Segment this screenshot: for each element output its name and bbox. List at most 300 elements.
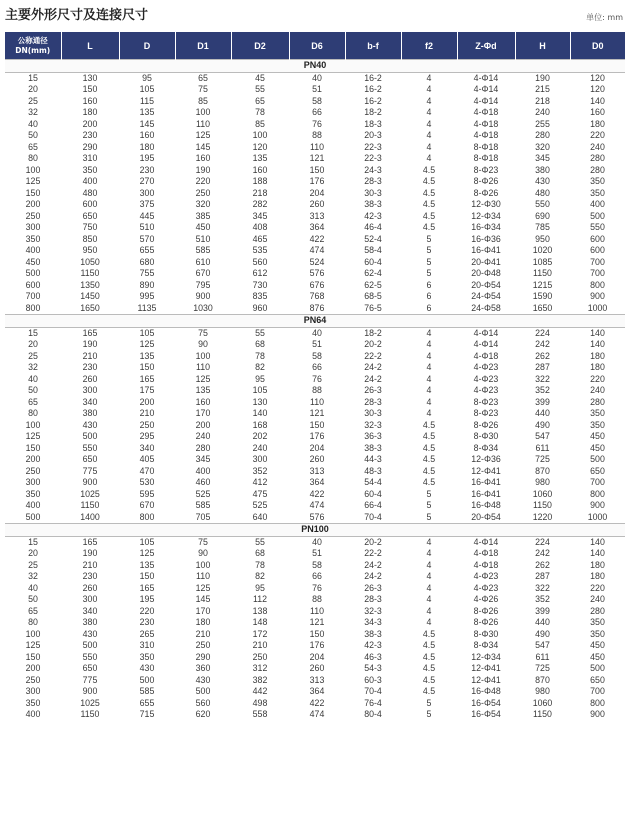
- cell-d1: 200: [175, 420, 231, 432]
- cell-b-f: 18-3: [345, 119, 401, 131]
- cell-f2: 4: [401, 96, 457, 108]
- cell-f2: 4.5: [401, 420, 457, 432]
- cell-d1: 320: [195, 199, 211, 209]
- cell-d1: 900: [195, 291, 211, 301]
- cell-d6: 524: [289, 257, 345, 269]
- cell-d: 350: [119, 652, 175, 664]
- cell-l: 1400: [61, 512, 119, 524]
- cell-d1: 160: [175, 397, 231, 409]
- cell-d0: 220: [570, 583, 625, 595]
- cell-f2: 4.5: [422, 477, 436, 487]
- table-row: [5, 257, 625, 269]
- cell-d0: 140: [570, 96, 625, 108]
- cell-dn: 80: [28, 408, 38, 418]
- cell-d: 200: [119, 397, 175, 409]
- cell-d2: 835: [252, 291, 268, 301]
- table-row: [5, 698, 625, 710]
- cell-f2: 4.5: [401, 211, 457, 223]
- cell-d6: 204: [289, 188, 345, 200]
- cell-d6: 110: [289, 606, 345, 618]
- cell-d2: 465: [231, 234, 289, 246]
- cell-l: 350: [61, 165, 119, 177]
- cell-d0: 1000: [570, 303, 625, 315]
- cell-d0: 700: [590, 686, 605, 696]
- cell-d0: 220: [590, 130, 605, 140]
- cell-d6: 474: [309, 709, 325, 719]
- cell-d2: 78: [231, 351, 289, 363]
- cell-h: 480: [515, 188, 570, 200]
- cell-dn: 150: [5, 443, 61, 455]
- cell-f2: 4.5: [422, 222, 436, 232]
- table-row: [5, 385, 625, 397]
- table-row: [5, 96, 625, 108]
- header-z-d: Z-Φd: [457, 32, 515, 60]
- cell-d2: 345: [231, 211, 289, 223]
- section-label: PN64: [5, 315, 625, 328]
- table-row: [5, 165, 625, 177]
- cell-d1: 100: [175, 351, 231, 363]
- cell-dn: 25: [5, 96, 61, 108]
- cell-l: 430: [61, 420, 119, 432]
- table-row: [5, 454, 625, 466]
- cell-d6: 40: [289, 72, 345, 84]
- cell-d2: 282: [252, 199, 268, 209]
- cell-d: 195: [139, 153, 155, 163]
- cell-z-d: 16-Φ54: [471, 709, 501, 719]
- cell-l: 1350: [61, 280, 119, 292]
- cell-d2: 960: [231, 303, 289, 315]
- cell-d6: 313: [289, 675, 345, 687]
- table-row: [5, 245, 625, 257]
- cell-b-f: 24-2: [345, 374, 401, 386]
- cell-d: 270: [139, 176, 155, 186]
- table-row: [5, 652, 625, 664]
- cell-b-f: 22-3: [345, 142, 401, 154]
- cell-b-f: 46-3: [345, 652, 401, 664]
- cell-z-d: 8-Φ23: [457, 397, 515, 409]
- cell-d: 150: [139, 362, 155, 372]
- cell-b-f: 34-3: [364, 617, 382, 627]
- cell-z-d: 4-Φ14: [473, 339, 499, 349]
- cell-d0: 800: [570, 280, 625, 292]
- cell-l: 900: [82, 686, 98, 696]
- header-d2: D2: [231, 32, 289, 60]
- cell-dn: 100: [5, 629, 61, 641]
- cell-d: 800: [119, 512, 175, 524]
- cell-b-f: 42-3: [364, 640, 382, 650]
- table-row: [5, 617, 625, 629]
- cell-d2: 188: [252, 176, 268, 186]
- cell-d1: 100: [195, 107, 211, 117]
- cell-d: 755: [139, 268, 155, 278]
- cell-d6: 204: [289, 443, 345, 455]
- cell-f2: 5: [426, 245, 432, 255]
- cell-b-f: 48-3: [345, 466, 401, 478]
- cell-h: 980: [535, 477, 550, 487]
- cell-h: 1150: [533, 500, 552, 510]
- cell-z-d: 24-Φ58: [457, 303, 515, 315]
- cell-f2: 4: [401, 606, 457, 618]
- cell-z-d: 8-Φ26: [457, 188, 515, 200]
- cell-l: 1025: [61, 489, 119, 501]
- cell-d6: 313: [289, 211, 345, 223]
- cell-d0: 140: [590, 548, 605, 558]
- cell-d1: 525: [175, 489, 231, 501]
- cell-d1: 65: [175, 72, 231, 84]
- cell-b-f: 68-5: [364, 291, 382, 301]
- cell-d0: 140: [570, 536, 625, 548]
- cell-f2: 4.5: [422, 431, 436, 441]
- cell-d2: 250: [231, 652, 289, 664]
- cell-d6: 40: [289, 327, 345, 339]
- cell-f2: 4: [401, 536, 457, 548]
- cell-f2: 4: [426, 339, 432, 349]
- cell-dn: 400: [25, 709, 41, 719]
- cell-d0: 180: [570, 351, 625, 363]
- cell-dn: 15: [5, 536, 61, 548]
- cell-d2: 82: [255, 571, 265, 581]
- cell-z-d: 8-Φ18: [473, 153, 499, 163]
- cell-d0: 350: [590, 408, 605, 418]
- cell-z-d: 12-Φ30: [471, 199, 501, 209]
- cell-b-f: 16-2: [364, 84, 382, 94]
- cell-b-f: 54-3: [364, 663, 382, 673]
- cell-d2: 78: [255, 107, 265, 117]
- cell-d2: 300: [252, 454, 268, 464]
- cell-h: 440: [535, 617, 550, 627]
- cell-h: 255: [515, 119, 570, 131]
- cell-z-d: 4-Φ18: [457, 351, 515, 363]
- table-row: [5, 234, 625, 246]
- cell-d2: 55: [255, 84, 265, 94]
- table-row: [5, 466, 625, 478]
- cell-d: 95: [119, 72, 175, 84]
- cell-dn: 300: [25, 686, 41, 696]
- cell-d1: 450: [195, 222, 211, 232]
- cell-z-d: 8-Φ26: [473, 176, 499, 186]
- cell-b-f: 38-3: [345, 443, 401, 455]
- table-row: [5, 268, 625, 280]
- cell-z-d: 4-Φ18: [457, 119, 515, 131]
- cell-h: 224: [515, 327, 570, 339]
- table-row: [5, 211, 625, 223]
- cell-h: 980: [535, 686, 550, 696]
- cell-b-f: 26-3: [364, 385, 382, 395]
- cell-d6: 364: [309, 222, 325, 232]
- table-row: [5, 606, 625, 618]
- table-row: [5, 72, 625, 84]
- cell-b-f: 32-3: [345, 420, 401, 432]
- cell-b-f: 70-4: [364, 686, 382, 696]
- cell-z-d: 4-Φ18: [473, 130, 499, 140]
- cell-b-f: 28-3: [345, 397, 401, 409]
- cell-d2: 82: [255, 362, 265, 372]
- cell-d: 220: [119, 606, 175, 618]
- cell-dn: 50: [28, 594, 38, 604]
- cell-d: 570: [119, 234, 175, 246]
- cell-d2: 130: [231, 397, 289, 409]
- table-row: [5, 500, 625, 512]
- cell-d: 405: [139, 454, 155, 464]
- cell-d2: 78: [231, 560, 289, 572]
- cell-dn: 700: [25, 291, 41, 301]
- cell-d2: 730: [231, 280, 289, 292]
- cell-d: 470: [119, 466, 175, 478]
- cell-f2: 5: [401, 698, 457, 710]
- cell-d0: 180: [570, 119, 625, 131]
- cell-z-d: 12-Φ41: [457, 675, 515, 687]
- cell-z-d: 4-Φ23: [473, 362, 499, 372]
- cell-b-f: 52-4: [345, 234, 401, 246]
- cell-h: 870: [515, 675, 570, 687]
- cell-f2: 5: [401, 512, 457, 524]
- cell-d6: 58: [289, 351, 345, 363]
- table-row: [5, 142, 625, 154]
- cell-f2: 4: [426, 594, 432, 604]
- section-row: [5, 315, 625, 328]
- table-row: [5, 709, 625, 721]
- cell-d2: 202: [252, 431, 268, 441]
- cell-f2: 4.5: [401, 443, 457, 455]
- cell-z-d: 8-Φ34: [457, 443, 515, 455]
- cell-d6: 51: [312, 84, 322, 94]
- cell-d1: 170: [175, 606, 231, 618]
- cell-f2: 4: [401, 560, 457, 572]
- cell-d2: 135: [252, 153, 268, 163]
- cell-dn: 200: [25, 454, 41, 464]
- cell-dn: 50: [28, 385, 38, 395]
- cell-d2: 498: [231, 698, 289, 710]
- cell-b-f: 20-3: [364, 130, 382, 140]
- cell-f2: 4: [426, 571, 432, 581]
- cell-b-f: 66-4: [364, 500, 382, 510]
- cell-d0: 500: [590, 663, 605, 673]
- cell-b-f: 24-3: [345, 165, 401, 177]
- cell-h: 262: [515, 351, 570, 363]
- cell-h: 287: [535, 362, 550, 372]
- cell-d0: 140: [590, 339, 605, 349]
- cell-d0: 400: [590, 199, 605, 209]
- cell-d0: 120: [570, 72, 625, 84]
- cell-d2: 95: [231, 374, 289, 386]
- header-h: H: [515, 32, 570, 60]
- cell-d6: 150: [289, 629, 345, 641]
- cell-d0: 1000: [570, 512, 625, 524]
- cell-d2: 412: [252, 477, 268, 487]
- cell-d1: 75: [175, 536, 231, 548]
- cell-d6: 313: [289, 466, 345, 478]
- cell-d6: 474: [309, 245, 325, 255]
- table-row: [5, 153, 625, 165]
- cell-h: 490: [515, 420, 570, 432]
- cell-d1: 430: [175, 675, 231, 687]
- cell-d0: 450: [570, 443, 625, 455]
- cell-d6: 88: [312, 130, 322, 140]
- section-row: [5, 524, 625, 537]
- cell-d1: 400: [175, 466, 231, 478]
- cell-dn: 65: [5, 397, 61, 409]
- cell-d6: 260: [309, 663, 325, 673]
- cell-l: 750: [82, 222, 98, 232]
- cell-d0: 600: [590, 245, 605, 255]
- cell-d2: 138: [231, 606, 289, 618]
- table-row: [5, 339, 625, 351]
- cell-h: 785: [535, 222, 550, 232]
- cell-h: 190: [515, 72, 570, 84]
- cell-dn: 500: [5, 512, 61, 524]
- table-row: [5, 374, 625, 386]
- cell-b-f: 44-3: [364, 454, 382, 464]
- cell-z-d: 8-Φ34: [473, 640, 499, 650]
- cell-l: 130: [61, 72, 119, 84]
- cell-z-d: 12-Φ41: [457, 466, 515, 478]
- cell-d1: 190: [175, 165, 231, 177]
- cell-h: 224: [515, 536, 570, 548]
- cell-d2: 68: [255, 548, 265, 558]
- cell-z-d: 16-Φ41: [457, 489, 515, 501]
- cell-l: 165: [61, 327, 119, 339]
- cell-d2: 65: [231, 96, 289, 108]
- table-row: [5, 222, 625, 234]
- cell-h: 352: [535, 594, 550, 604]
- cell-d1: 610: [175, 257, 231, 269]
- cell-d6: 66: [312, 107, 322, 117]
- cell-f2: 4: [401, 119, 457, 131]
- cell-d6: 76: [289, 119, 345, 131]
- cell-d6: 66: [312, 362, 322, 372]
- cell-dn: 350: [5, 698, 61, 710]
- cell-f2: 4: [426, 548, 432, 558]
- cell-d6: 150: [289, 165, 345, 177]
- cell-z-d: 20-Φ41: [457, 257, 515, 269]
- cell-d1: 100: [175, 560, 231, 572]
- cell-h: 345: [535, 153, 550, 163]
- cell-d0: 350: [570, 629, 625, 641]
- table-row: [5, 420, 625, 432]
- cell-d6: 58: [289, 96, 345, 108]
- header-dn: [5, 32, 61, 60]
- cell-dn: 350: [5, 489, 61, 501]
- cell-f2: 4: [426, 107, 432, 117]
- cell-dn: 125: [25, 640, 41, 650]
- cell-d1: 1030: [175, 303, 231, 315]
- cell-d2: 210: [252, 640, 268, 650]
- cell-d6: 768: [309, 291, 325, 301]
- table-row: [5, 675, 625, 687]
- cell-d: 510: [139, 222, 155, 232]
- cell-d6: 88: [312, 385, 322, 395]
- cell-d1: 620: [195, 709, 211, 719]
- cell-dn: 32: [28, 107, 38, 117]
- cell-d1: 75: [175, 327, 231, 339]
- cell-h: 490: [515, 629, 570, 641]
- cell-d6: 176: [309, 176, 325, 186]
- cell-f2: 4.5: [401, 466, 457, 478]
- cell-d0: 450: [590, 431, 605, 441]
- cell-h: 1220: [515, 512, 570, 524]
- cell-d1: 705: [175, 512, 231, 524]
- cell-f2: 4: [401, 397, 457, 409]
- cell-d0: 180: [590, 571, 605, 581]
- cell-h: 1650: [515, 303, 570, 315]
- cell-l: 340: [61, 606, 119, 618]
- cell-d: 995: [139, 291, 155, 301]
- cell-l: 290: [61, 142, 119, 154]
- cell-d1: 125: [195, 130, 211, 140]
- table-row: [5, 686, 625, 698]
- cell-dn: 450: [5, 257, 61, 269]
- cell-dn: 40: [5, 374, 61, 386]
- cell-d: 105: [119, 327, 175, 339]
- cell-z-d: 4-Φ18: [457, 560, 515, 572]
- cell-d1: 585: [195, 500, 211, 510]
- cell-dn: 300: [25, 222, 41, 232]
- cell-b-f: 22-2: [364, 548, 382, 558]
- cell-z-d: 8-Φ23: [457, 165, 515, 177]
- cell-d6: 51: [312, 339, 322, 349]
- cell-d1: 385: [175, 211, 231, 223]
- cell-b-f: 16-2: [345, 72, 401, 84]
- cell-d: 165: [119, 374, 175, 386]
- cell-l: 260: [61, 374, 119, 386]
- cell-f2: 5: [426, 268, 432, 278]
- cell-f2: 4.5: [422, 686, 436, 696]
- cell-dn: 200: [25, 199, 41, 209]
- cell-h: 280: [535, 130, 550, 140]
- cell-d6: 76: [289, 374, 345, 386]
- cell-dn: 400: [25, 245, 41, 255]
- cell-f2: 4.5: [401, 652, 457, 664]
- cell-d0: 180: [570, 560, 625, 572]
- cell-f2: 4: [401, 583, 457, 595]
- cell-d0: 900: [590, 500, 605, 510]
- cell-z-d: 4-Φ23: [457, 374, 515, 386]
- cell-d2: 68: [255, 339, 265, 349]
- cell-z-d: 12-Φ36: [471, 454, 501, 464]
- cell-z-d: 8-Φ23: [473, 408, 499, 418]
- cell-f2: 4.5: [401, 188, 457, 200]
- cell-f2: 4: [401, 327, 457, 339]
- cell-d0: 800: [570, 698, 625, 710]
- cell-d0: 240: [570, 142, 625, 154]
- cell-d1: 90: [198, 548, 208, 558]
- cell-d: 295: [139, 431, 155, 441]
- cell-h: 215: [535, 84, 550, 94]
- cell-z-d: 4-Φ14: [457, 536, 515, 548]
- cell-l: 340: [61, 397, 119, 409]
- cell-l: 300: [82, 594, 98, 604]
- cell-l: 160: [61, 96, 119, 108]
- table-row: [5, 84, 625, 96]
- cell-d0: 350: [570, 188, 625, 200]
- cell-d0: 700: [590, 268, 605, 278]
- cell-l: 900: [82, 477, 98, 487]
- cell-f2: 4.5: [401, 675, 457, 687]
- cell-d: 890: [119, 280, 175, 292]
- cell-z-d: 16-Φ36: [457, 234, 515, 246]
- cell-d0: 650: [570, 675, 625, 687]
- cell-d1: 125: [175, 583, 231, 595]
- cell-d2: 475: [231, 489, 289, 501]
- cell-h: 1020: [532, 245, 553, 255]
- cell-z-d: 20-Φ54: [457, 512, 515, 524]
- cell-d2: 352: [231, 466, 289, 478]
- cell-d: 595: [119, 489, 175, 501]
- cell-f2: 4.5: [422, 199, 436, 209]
- cell-l: 650: [61, 211, 119, 223]
- cell-l: 650: [82, 454, 98, 464]
- cell-l: 260: [61, 583, 119, 595]
